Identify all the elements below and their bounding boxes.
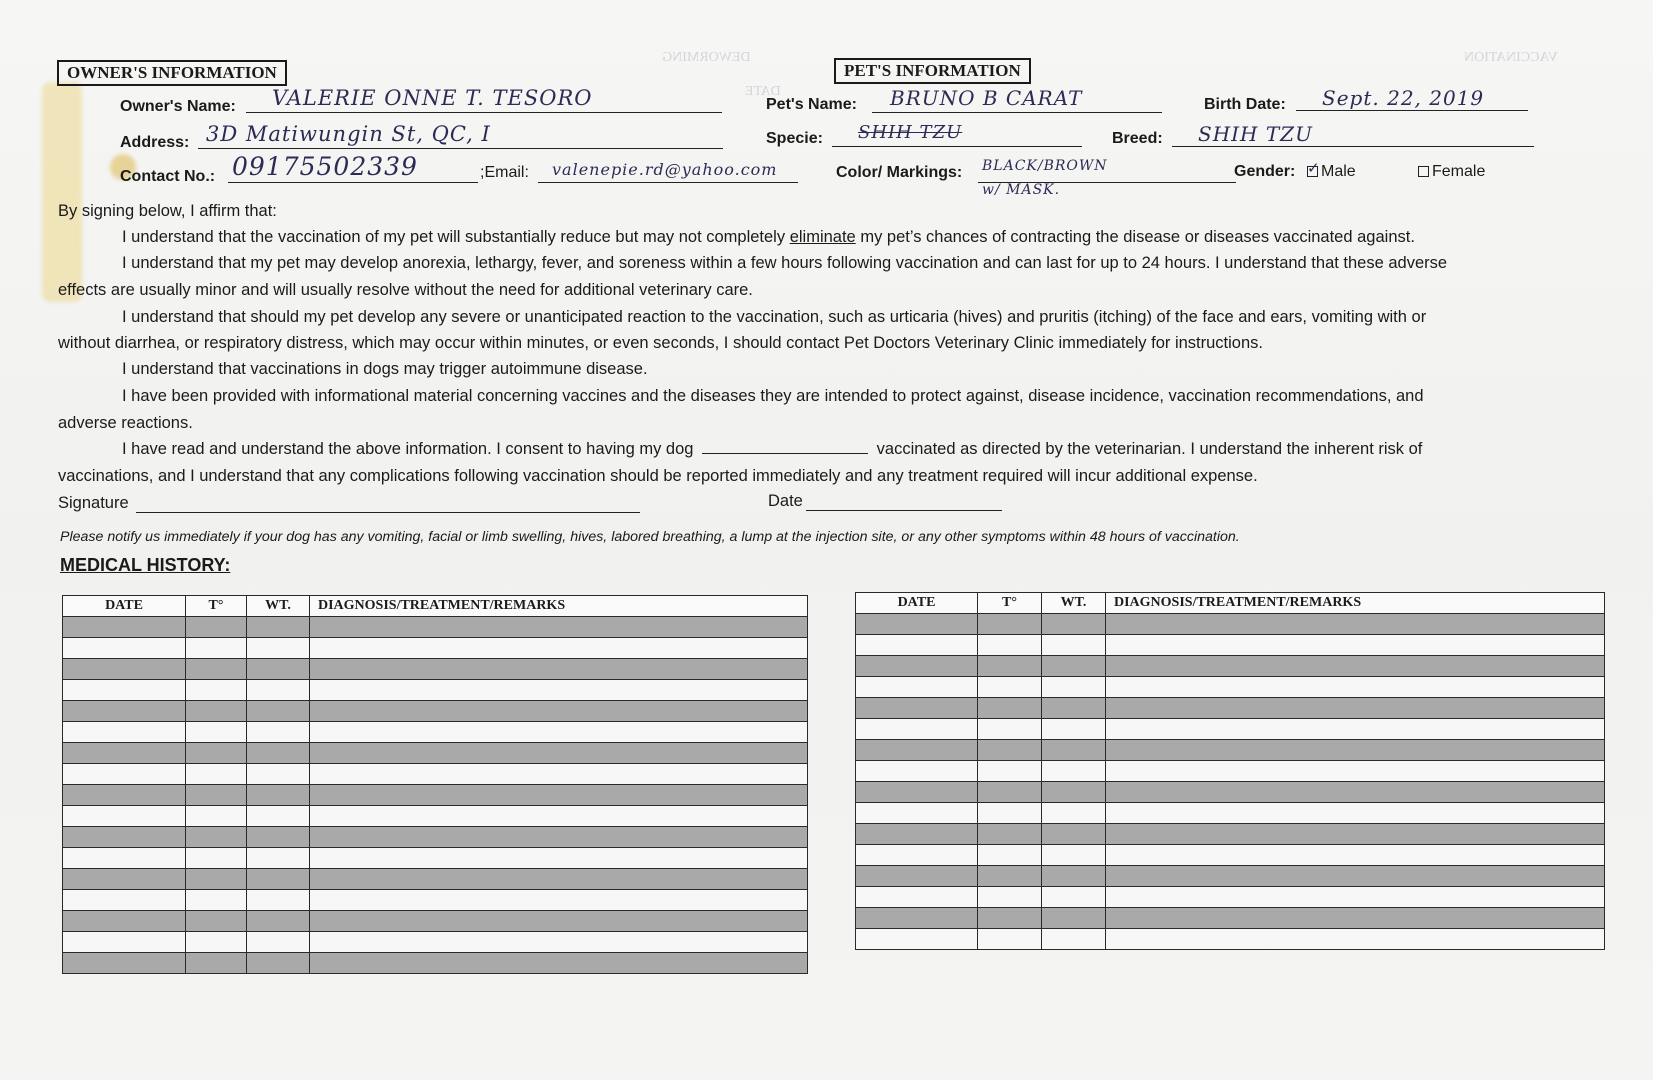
table-cell[interactable] [978,908,1042,929]
table-cell[interactable] [1106,677,1605,698]
col-temperature: T° [978,593,1042,614]
affirm-p5-line2: adverse reactions. [58,414,193,432]
table-cell[interactable] [1042,929,1106,950]
table-cell[interactable] [978,740,1042,761]
table-cell[interactable] [63,806,186,827]
table-row [63,806,808,827]
table-cell[interactable] [1106,866,1605,887]
table-row [856,635,1605,656]
table-cell[interactable] [1042,782,1106,803]
table-cell[interactable] [1042,698,1106,719]
email-label: ;Email: [480,164,529,181]
table-cell[interactable] [978,614,1042,635]
show-through-date: DATE [745,84,781,99]
table-cell[interactable] [310,890,808,911]
table-cell[interactable] [978,887,1042,908]
show-through-deworming: DEWORMING [662,50,751,65]
table-row [856,656,1605,677]
color-markings-value-2: w/ MASK. [982,182,1061,198]
table-cell[interactable] [186,638,247,659]
table-cell[interactable] [63,932,186,953]
table-row [856,740,1605,761]
table-cell[interactable] [856,698,978,719]
table-cell[interactable] [1106,740,1605,761]
table-cell[interactable] [1042,803,1106,824]
email-line [538,182,798,183]
pet-section-title: PET'S INFORMATION [834,58,1031,84]
gender-label: Gender: [1234,163,1296,180]
affirm-intro: By signing below, I affirm that: [58,202,277,220]
affirm-p3-text: I understand that should my pet develop any severe or unanticipated reaction to the vaccination, such as urticaria (hives) and pruritis (itching) of the face and ears, vomiting with or [122,308,1427,326]
table-row [856,866,1605,887]
table-cell[interactable] [63,638,186,659]
table-row [856,845,1605,866]
table-cell[interactable] [63,890,186,911]
table-cell[interactable] [186,806,247,827]
table-cell[interactable] [247,869,310,890]
table-cell[interactable] [856,929,978,950]
table-cell[interactable] [186,848,247,869]
table-cell[interactable] [63,953,186,974]
table-row [63,680,808,701]
table-cell[interactable] [63,617,186,638]
table-header-row [63,596,808,617]
contact-value: 09175502339 [232,152,418,181]
table-cell[interactable] [310,680,808,701]
table-cell[interactable] [310,659,808,680]
table-row [63,659,808,680]
signature-label: Signature [58,494,129,512]
table-cell[interactable] [1042,887,1106,908]
gender-female-label: Female [1432,163,1486,180]
table-cell[interactable] [978,929,1042,950]
table-header-row [856,593,1605,614]
contact-label: Contact No.: [120,168,216,185]
table-cell[interactable] [856,908,978,929]
table-cell[interactable] [63,827,186,848]
color-markings-value: BLACK/BROWN [982,158,1108,174]
affirm-p1-text-a: I understand that the vaccination of my pet will substantially reduce but may not completely [122,228,790,246]
table-cell[interactable] [186,701,247,722]
breed-label: Breed: [1112,130,1163,147]
col-weight: WT. [1042,593,1106,614]
table-cell[interactable] [856,824,978,845]
table-cell[interactable] [63,659,186,680]
table-cell[interactable] [247,806,310,827]
table-cell[interactable] [978,845,1042,866]
date-label: Date [768,492,803,510]
medical-history-title: MEDICAL HISTORY: [60,555,231,575]
table-row [63,722,808,743]
table-cell[interactable] [63,680,186,701]
email-value: valenepie.rd@yahoo.com [552,160,778,179]
pet-name-value: BRUNO B CARAT [890,86,1083,110]
gender-male-option[interactable] [1307,160,1356,181]
table-row [856,824,1605,845]
table-cell[interactable] [1042,740,1106,761]
specie-value: SHIH TZU [858,122,963,143]
table-row [63,890,808,911]
table-cell[interactable] [63,785,186,806]
table-cell[interactable] [310,869,808,890]
table-cell[interactable] [247,743,310,764]
table-row [63,743,808,764]
breed-line [1172,146,1534,147]
table-cell[interactable] [63,869,186,890]
table-cell[interactable] [186,890,247,911]
affirm-p5-line1 [58,383,1424,409]
table-row [856,908,1605,929]
signature-line[interactable] [136,512,640,513]
table-cell[interactable] [186,827,247,848]
table-cell[interactable] [247,890,310,911]
table-cell[interactable] [310,848,808,869]
table-cell[interactable] [247,848,310,869]
address-label: Address: [120,134,190,151]
table-row [63,953,808,974]
table-cell[interactable] [310,701,808,722]
table-cell[interactable] [856,845,978,866]
table-cell[interactable] [856,803,978,824]
affirm-p6-text-a: I have read and understand the above information. I consent to having my dog [122,440,694,458]
table-cell[interactable] [186,680,247,701]
table-cell[interactable] [310,722,808,743]
table-cell[interactable] [247,764,310,785]
date-line[interactable] [806,510,1002,511]
table-cell[interactable] [978,635,1042,656]
table-cell[interactable] [247,911,310,932]
affirm-p3-line2: without diarrhea, or respiratory distress, which may occur within minutes, or even seconds, I should contact Pet Doctors Veterinary Clinic immediately for instructions. [58,334,1263,352]
pet-name-line [872,112,1162,113]
table-cell[interactable] [247,785,310,806]
color-markings-label: Color/ Markings: [836,164,963,181]
col-date: DATE [856,593,978,614]
table-row [63,701,808,722]
affirm-p3-line1 [58,304,1426,330]
affirm-p5-text: I have been provided with informational material concerning vaccines and the diseases they are intended to protect against, disease incidence, vaccination recommendations, and [122,387,1424,405]
table-cell[interactable] [1106,635,1605,656]
table-cell[interactable] [310,638,808,659]
table-cell[interactable] [1106,698,1605,719]
affirm-p4 [58,356,648,382]
table-row [856,761,1605,782]
table-cell[interactable] [1106,908,1605,929]
table-cell[interactable] [310,953,808,974]
birth-date-label: Birth Date: [1204,96,1286,113]
affirm-p6-line1 [58,436,1422,462]
gender-male-checkbox[interactable] [1307,160,1320,178]
table-row [856,614,1605,635]
col-weight: WT. [247,596,310,617]
table-cell[interactable] [247,827,310,848]
table-row [63,617,808,638]
table-row [856,929,1605,950]
table-cell[interactable] [186,869,247,890]
table-row [63,785,808,806]
table-cell[interactable] [978,719,1042,740]
affirm-p2-line1 [58,250,1447,276]
table-row [63,848,808,869]
affirm-p6-text-b: vaccinated as directed by the veterinarian. I understand the inherent risk of [876,440,1423,458]
table-cell[interactable] [978,824,1042,845]
affirm-p2-text: I understand that my pet may develop anorexia, lethargy, fever, and soreness within a few hours following vaccination and can last for up to 24 hours. I understand that these adverse [122,254,1448,272]
table-cell[interactable] [63,911,186,932]
gender-female-checkbox[interactable] [1418,166,1429,177]
table-cell[interactable] [247,932,310,953]
table-cell[interactable] [310,743,808,764]
gender-female-option[interactable] [1418,163,1485,181]
table-cell[interactable] [1042,656,1106,677]
table-row [856,719,1605,740]
owner-name-line [246,112,722,113]
address-line [198,148,723,149]
table-cell[interactable] [1042,866,1106,887]
gender-male-label: Male [1321,163,1356,180]
table-cell[interactable] [1042,635,1106,656]
breed-value: SHIH TZU [1198,122,1313,146]
table-cell[interactable] [186,785,247,806]
table-cell[interactable] [1042,824,1106,845]
table-cell[interactable] [978,761,1042,782]
table-cell[interactable] [978,677,1042,698]
table-cell[interactable] [856,782,978,803]
table-cell[interactable] [856,887,978,908]
affirm-p2-line2: effects are usually minor and will usually resolve without the need for additional veterinary care. [58,281,753,299]
table-cell[interactable] [1106,719,1605,740]
table-cell[interactable] [1042,845,1106,866]
table-cell[interactable] [1042,614,1106,635]
table-cell[interactable] [63,701,186,722]
table-cell[interactable] [186,617,247,638]
specie-label: Specie: [766,130,823,147]
table-cell[interactable] [978,656,1042,677]
table-cell[interactable] [247,638,310,659]
affirm-p1-underlined: eliminate [789,228,856,246]
table-row [63,869,808,890]
notice-text: Please notify us immediately if your dog has any vomiting, facial or limb swelling, hives, labored breathing, a lump at the injection site, or any other symptoms within 48 hours of vaccination. [60,529,1240,545]
table-row [63,638,808,659]
table-cell[interactable] [247,659,310,680]
table-cell[interactable] [978,698,1042,719]
table-cell[interactable] [1106,803,1605,824]
table-cell[interactable] [310,827,808,848]
table-cell[interactable] [186,659,247,680]
affirm-p6-line2: vaccinations, and I understand that any complications following vaccination should be reported immediately and any treatment required will incur additional expense. [58,467,1258,485]
medical-history-table-left [62,595,808,974]
affirm-p1 [58,224,1415,250]
address-value: 3D Matiwungin St, QC, I [206,122,491,146]
table-cell[interactable] [310,617,808,638]
table-row [63,911,808,932]
pet-name-label: Pet's Name: [766,96,857,113]
table-cell[interactable] [1042,908,1106,929]
dog-name-blank[interactable] [702,453,868,454]
table-cell[interactable] [63,722,186,743]
table-cell[interactable] [247,722,310,743]
table-row [63,764,808,785]
table-cell[interactable] [856,740,978,761]
table-cell[interactable] [1106,761,1605,782]
table-cell[interactable] [1042,677,1106,698]
table-cell[interactable] [1106,614,1605,635]
col-date: DATE [63,596,186,617]
table-cell[interactable] [1042,719,1106,740]
table-cell[interactable] [247,617,310,638]
table-cell[interactable] [856,614,978,635]
table-cell[interactable] [1042,761,1106,782]
col-temperature: T° [186,596,247,617]
table-row [856,677,1605,698]
affirm-p4-text: I understand that vaccinations in dogs may trigger autoimmune disease. [122,360,648,378]
table-cell[interactable] [310,806,808,827]
table-cell[interactable] [856,866,978,887]
table-cell[interactable] [1106,824,1605,845]
table-cell[interactable] [310,932,808,953]
table-cell[interactable] [856,677,978,698]
owner-name-label: Owner's Name: [120,98,236,115]
table-cell[interactable] [186,932,247,953]
table-row [856,698,1605,719]
birth-date-line [1296,110,1528,111]
col-diagnosis: DIAGNOSIS/TREATMENT/REMARKS [1106,593,1605,614]
table-cell[interactable] [186,722,247,743]
table-cell[interactable] [1106,845,1605,866]
specie-line [832,146,1082,147]
table-cell[interactable] [1106,887,1605,908]
check-icon: ✓ [1307,160,1320,178]
table-cell[interactable] [856,761,978,782]
table-cell[interactable] [63,764,186,785]
table-cell[interactable] [63,743,186,764]
table-cell[interactable] [310,764,808,785]
table-cell[interactable] [856,719,978,740]
table-cell[interactable] [186,743,247,764]
owner-section-title: OWNER'S INFORMATION [57,60,287,86]
birth-date-value: Sept. 22, 2019 [1322,86,1485,110]
table-row [63,827,808,848]
contact-line [228,182,478,183]
table-cell[interactable] [310,911,808,932]
table-cell[interactable] [247,953,310,974]
owner-name-value: VALERIE ONNE T. TESORO [272,86,593,110]
table-cell[interactable] [978,803,1042,824]
table-cell[interactable] [186,911,247,932]
table-cell[interactable] [63,848,186,869]
table-cell[interactable] [186,764,247,785]
table-cell[interactable] [856,656,978,677]
table-cell[interactable] [1106,656,1605,677]
table-row [856,782,1605,803]
table-row [856,803,1605,824]
table-row [63,932,808,953]
table-cell[interactable] [978,866,1042,887]
table-cell[interactable] [186,953,247,974]
col-diagnosis: DIAGNOSIS/TREATMENT/REMARKS [310,596,808,617]
table-cell[interactable] [856,635,978,656]
medical-history-table-right [855,592,1605,950]
table-cell[interactable] [1106,929,1605,950]
table-cell[interactable] [978,782,1042,803]
table-cell[interactable] [247,680,310,701]
table-cell[interactable] [1106,782,1605,803]
table-row [856,887,1605,908]
show-through-vaccination: VACCINATION [1464,50,1558,65]
table-cell[interactable] [247,701,310,722]
table-cell[interactable] [310,785,808,806]
affirm-p1-text-b: my pet’s chances of contracting the disease or diseases vaccinated against. [855,228,1415,246]
